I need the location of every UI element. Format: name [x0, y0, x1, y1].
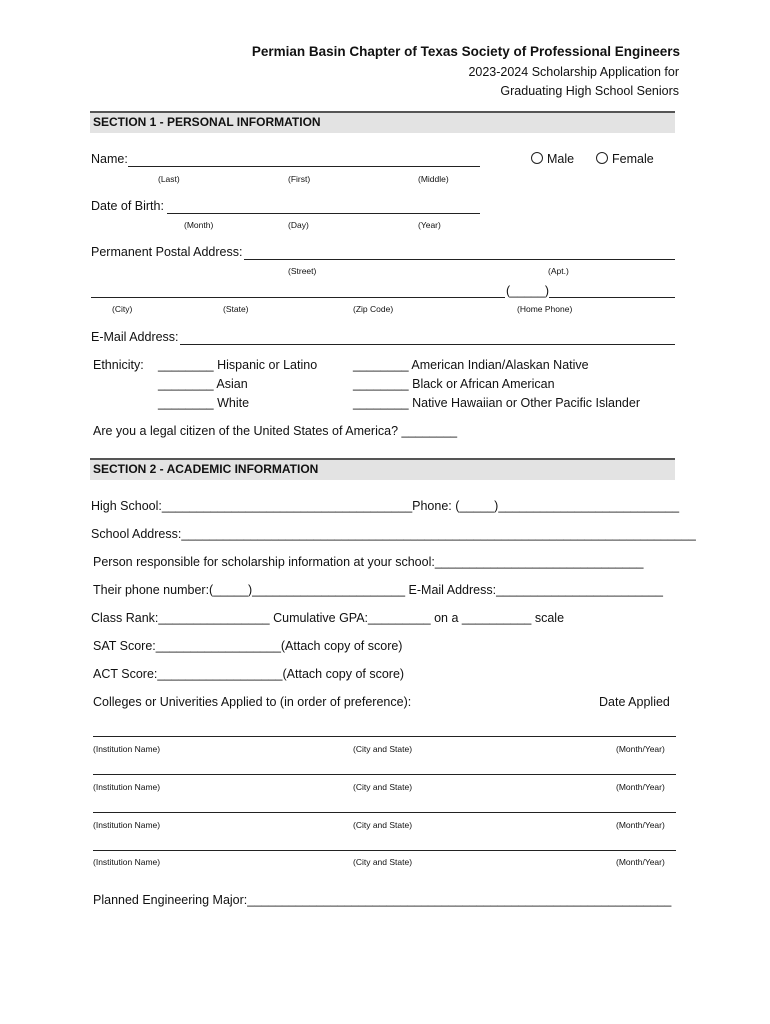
act-score-field[interactable]: ACT Score:__________________(Attach copy of score) — [93, 667, 405, 681]
college-row-4[interactable] — [93, 850, 676, 851]
school-address-field[interactable]: School Address:__________________________________________________________________________ — [91, 527, 696, 541]
email-label: E-Mail Address: — [91, 330, 179, 344]
inst-name-caption: (Institution Name) — [93, 857, 161, 867]
home-phone-areacode[interactable]: (_____) — [506, 284, 550, 298]
dob-year-caption: (Year) — [418, 220, 441, 230]
section2-header — [90, 458, 675, 480]
section1-title: SECTION 1 - PERSONAL INFORMATION — [93, 115, 321, 129]
form-subtitle-line1: 2023-2024 Scholarship Application for — [468, 65, 679, 79]
home-phone-caption: (Home Phone) — [517, 304, 573, 314]
date-applied-label: Date Applied — [599, 695, 670, 709]
colleges-label: Colleges or Univerities Applied to (in order of preference): — [93, 695, 412, 709]
month-year-caption: (Month/Year) — [616, 744, 665, 754]
class-rank-gpa-field[interactable]: Class Rank:________________ Cumulative GPA:_________ on a __________ scale — [91, 611, 565, 625]
dob-day-caption: (Day) — [288, 220, 309, 230]
name-label: Name: — [91, 152, 128, 166]
city-state-zip-field[interactable] — [91, 297, 505, 298]
email-field[interactable] — [180, 344, 675, 345]
college-row-2[interactable] — [93, 774, 676, 775]
female-radio[interactable] — [596, 152, 608, 164]
eth-white-label: White — [217, 396, 250, 410]
city-state-caption: (City and State) — [353, 857, 413, 867]
inst-name-caption: (Institution Name) — [93, 782, 161, 792]
month-year-caption: (Month/Year) — [616, 820, 665, 830]
name-field[interactable] — [128, 166, 480, 167]
responsible-person-field[interactable]: Person responsible for scholarship information at your school:______________________________ — [93, 555, 644, 569]
form-subtitle-line2: Graduating High School Seniors — [500, 84, 679, 98]
eth-hispanic-label: Hispanic or Latino — [217, 358, 318, 372]
male-radio[interactable] — [531, 152, 543, 164]
eth-white-blank[interactable]: ________ — [158, 396, 214, 410]
name-middle-caption: (Middle) — [418, 174, 449, 184]
planned-major-field[interactable]: Planned Engineering Major:_____________________________________________________________ — [93, 893, 672, 907]
section2-title: SECTION 2 - ACADEMIC INFORMATION — [93, 462, 319, 476]
citizen-question[interactable]: Are you a legal citizen of the United States of America? ________ — [93, 424, 458, 438]
city-state-caption: (City and State) — [353, 782, 413, 792]
state-caption: (State) — [223, 304, 249, 314]
eth-native-option[interactable] — [353, 358, 589, 372]
eth-hawaiian-label: Native Hawaiian or Other Pacific Islander — [412, 396, 640, 410]
high-school-field[interactable]: High School:____________________________________Phone: (_____)__________________________ — [91, 499, 680, 513]
college-row-3[interactable] — [93, 812, 676, 813]
sat-score-field[interactable]: SAT Score:__________________(Attach copy of score) — [93, 639, 403, 653]
name-last-caption: (Last) — [158, 174, 180, 184]
apt-caption: (Apt.) — [548, 266, 569, 276]
eth-native-label: American Indian/Alaskan Native — [411, 358, 589, 372]
section1-header — [90, 111, 675, 133]
eth-asian-option[interactable] — [158, 377, 248, 391]
eth-asian-blank[interactable]: ________ — [158, 377, 214, 391]
eth-hispanic-blank[interactable]: ________ — [158, 358, 214, 372]
eth-black-blank[interactable]: ________ — [353, 377, 409, 391]
eth-white-option[interactable] — [158, 396, 249, 410]
ethnicity-label: Ethnicity: — [93, 358, 144, 372]
female-label: Female — [612, 152, 654, 166]
form-title: Permian Basin Chapter of Texas Society of Professional Engineers — [251, 44, 680, 59]
eth-hawaiian-option[interactable] — [353, 396, 640, 410]
eth-hispanic-option[interactable] — [158, 358, 317, 372]
street-caption: (Street) — [288, 266, 317, 276]
eth-asian-label: Asian — [216, 377, 248, 391]
gender-female-option[interactable] — [596, 152, 654, 166]
month-year-caption: (Month/Year) — [616, 857, 665, 867]
city-state-caption: (City and State) — [353, 744, 413, 754]
dob-label: Date of Birth: — [91, 199, 164, 213]
inst-name-caption: (Institution Name) — [93, 744, 161, 754]
eth-native-blank[interactable]: ________ — [353, 358, 409, 372]
home-phone-field[interactable] — [549, 297, 675, 298]
their-phone-email-field[interactable]: Their phone number:(_____)______________________ E-Mail Address:________________________ — [93, 583, 663, 597]
gender-male-option[interactable] — [531, 152, 574, 166]
inst-name-caption: (Institution Name) — [93, 820, 161, 830]
eth-black-option[interactable] — [353, 377, 555, 391]
city-caption: (City) — [112, 304, 133, 314]
city-state-caption: (City and State) — [353, 820, 413, 830]
college-row-1[interactable] — [93, 736, 676, 737]
eth-black-label: Black or African American — [412, 377, 555, 391]
male-label: Male — [547, 152, 575, 166]
month-year-caption: (Month/Year) — [616, 782, 665, 792]
zip-caption: (Zip Code) — [353, 304, 394, 314]
name-first-caption: (First) — [288, 174, 311, 184]
address-street-field[interactable] — [244, 259, 675, 260]
dob-month-caption: (Month) — [184, 220, 214, 230]
eth-hawaiian-blank[interactable]: ________ — [353, 396, 409, 410]
address-label: Permanent Postal Address: — [91, 245, 243, 259]
dob-field[interactable] — [167, 213, 480, 214]
